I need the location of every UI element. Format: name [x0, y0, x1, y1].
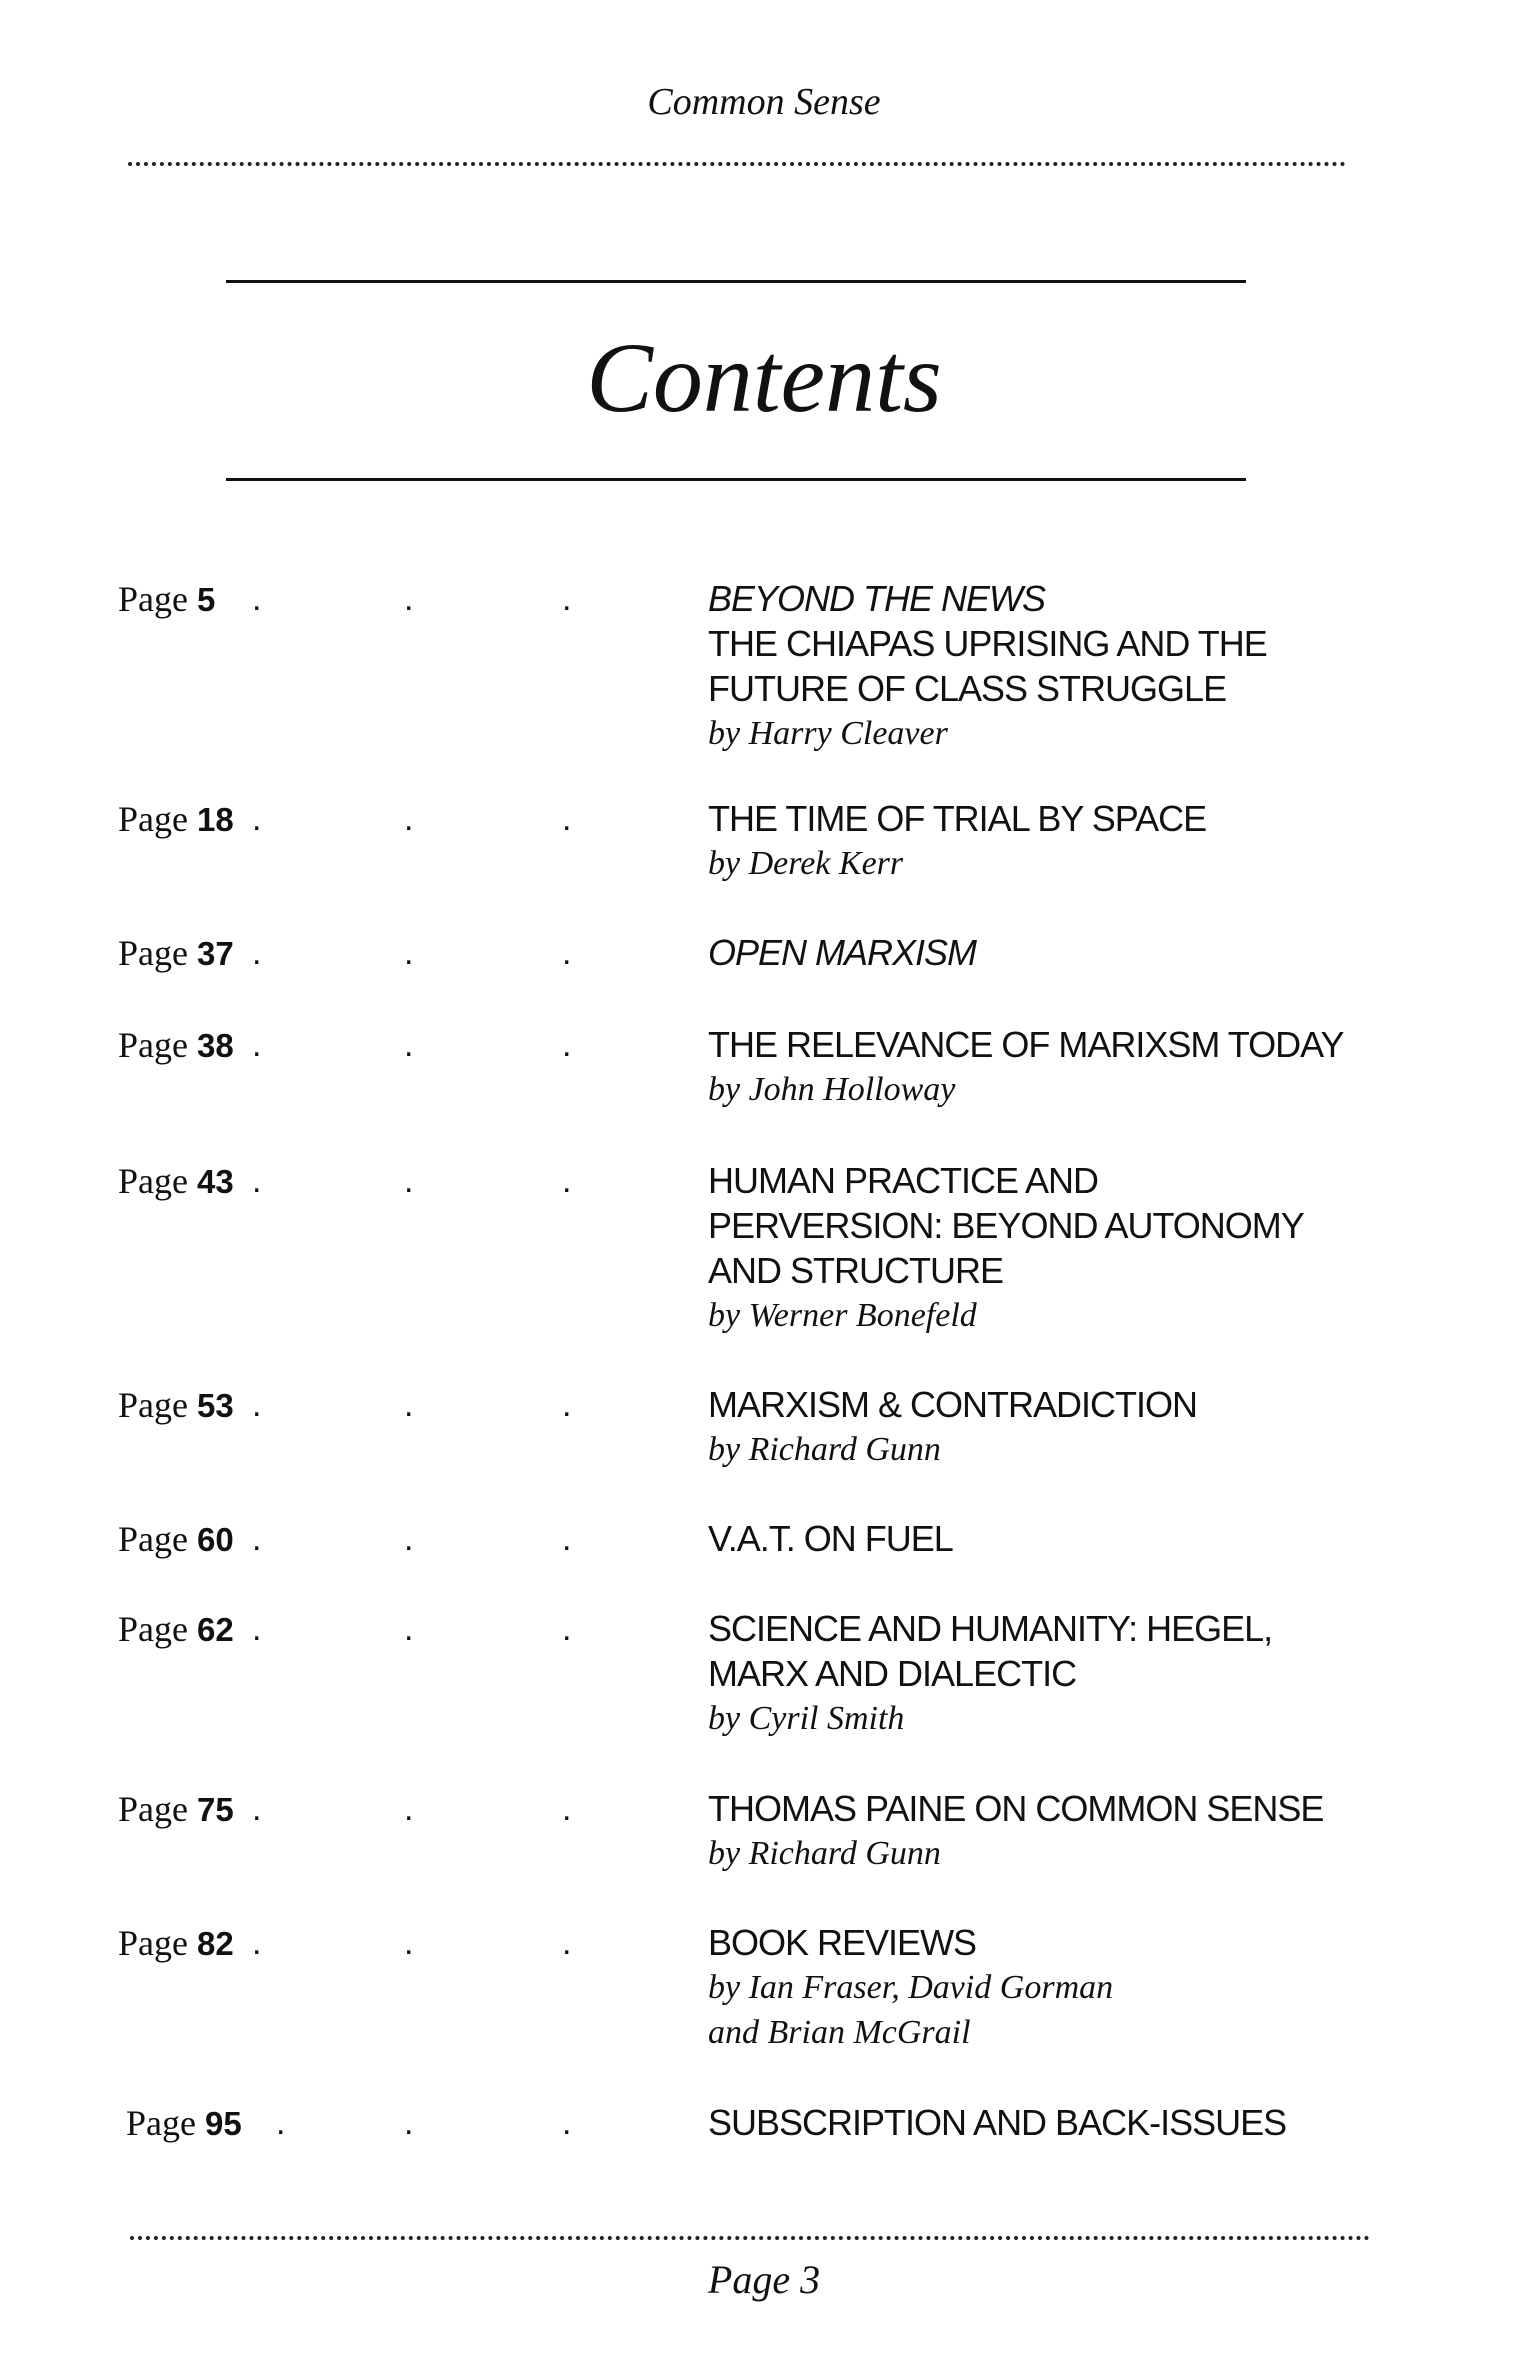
leader-dot: .	[252, 1610, 262, 1648]
contents-heading: Contents	[586, 322, 942, 433]
leader-dot: .	[404, 1026, 414, 1064]
leader-dot: .	[562, 800, 572, 838]
page-label: Page	[118, 1519, 188, 1559]
page-label: Page	[118, 1025, 188, 1065]
leader-dot: .	[562, 1386, 572, 1424]
leader-dot: .	[562, 1610, 572, 1648]
page-number: 43	[196, 1163, 234, 1200]
entry-title: BOOK REVIEWS	[708, 1922, 977, 1963]
toc-page-ref	[118, 1158, 234, 1205]
toc-entry-body	[708, 1158, 1428, 1338]
entry-title: THE RELEVANCE OF MARIXSM TODAY	[708, 1024, 1344, 1065]
page-label: Page	[118, 1789, 188, 1829]
toc-entry-body	[708, 1022, 1428, 1112]
toc-entry-body	[708, 2100, 1428, 2145]
toc-entry-body	[708, 1920, 1428, 2055]
entry-author: by Harry Cleaver	[708, 715, 948, 752]
toc-page-ref	[118, 1786, 234, 1833]
page-label: Page	[118, 579, 188, 619]
page-number: 82	[196, 1925, 234, 1962]
toc-entry-body	[708, 796, 1428, 886]
toc-entry-body	[708, 1516, 1428, 1561]
leader-dot: .	[252, 580, 262, 618]
leader-dot: .	[276, 2104, 286, 2142]
entry-title: SUBSCRIPTION AND BACK-ISSUES	[708, 2102, 1287, 2143]
toc-entry-body	[708, 1382, 1428, 1472]
toc-page-ref	[118, 1022, 234, 1069]
toc-page-ref	[118, 1516, 234, 1563]
table-of-contents	[0, 560, 1528, 2200]
leader-dot: .	[562, 934, 572, 972]
leader-dot: .	[562, 1924, 572, 1962]
page-number: 75	[196, 1791, 234, 1828]
entry-author: by John Holloway	[708, 1071, 956, 1108]
entry-section-title: BEYOND THE NEWS	[708, 578, 1046, 619]
page-label: Page	[118, 1385, 188, 1425]
dotted-divider-bottom	[130, 2236, 1370, 2240]
page-number: 5	[196, 581, 216, 618]
toc-page-ref	[118, 1920, 234, 1967]
entry-title: THE TIME OF TRIAL BY SPACE	[708, 798, 1207, 839]
leader-dot: .	[562, 2104, 572, 2142]
toc-page-ref	[118, 930, 234, 977]
entry-title: V.A.T. ON FUEL	[708, 1518, 953, 1559]
toc-page-ref	[118, 576, 215, 623]
entry-title: HUMAN PRACTICE AND PERVERSION: BEYOND AUTONOMY AND STRUCTURE	[708, 1160, 1304, 1291]
entry-title: SCIENCE AND HUMANITY: HEGEL, MARX AND DIALECTIC	[708, 1608, 1273, 1694]
title-rule-top	[226, 280, 1246, 283]
toc-page-ref	[126, 2100, 242, 2147]
leader-dot: .	[404, 934, 414, 972]
toc-page-ref	[118, 1382, 234, 1429]
leader-dot: .	[404, 1924, 414, 1962]
leader-dot: .	[404, 1520, 414, 1558]
page-label: Page	[126, 2103, 196, 2143]
page-folio: Page 3	[707, 2257, 821, 2302]
entry-title: MARXISM & CONTRADICTION	[708, 1384, 1198, 1425]
leader-dot: .	[404, 2104, 414, 2142]
page-label: Page	[118, 799, 188, 839]
page-label: Page	[118, 1609, 188, 1649]
leader-dot: .	[252, 1026, 262, 1064]
running-head-title: Common Sense	[647, 81, 881, 123]
entry-author: by Derek Kerr	[708, 845, 904, 882]
leader-dot: .	[562, 1026, 572, 1064]
toc-page-ref	[118, 1606, 234, 1653]
entry-section-title: OPEN MARXISM	[708, 932, 977, 973]
entry-author: by Ian Fraser, David Gorman and Brian McGrail	[708, 1969, 1114, 2051]
toc-entry-body	[708, 1786, 1428, 1876]
entry-title: THOMAS PAINE ON COMMON SENSE	[708, 1788, 1324, 1829]
entry-author: by Werner Bonefeld	[708, 1297, 977, 1334]
page-number: 95	[204, 2105, 242, 2142]
leader-dot: .	[252, 1924, 262, 1962]
leader-dot: .	[562, 580, 572, 618]
leader-dot: .	[404, 1386, 414, 1424]
page-number: 62	[196, 1611, 234, 1648]
page-number: 53	[196, 1387, 234, 1424]
page-label: Page	[118, 1161, 188, 1201]
leader-dot: .	[562, 1162, 572, 1200]
leader-dot: .	[404, 800, 414, 838]
leader-dot: .	[404, 1790, 414, 1828]
leader-dot: .	[252, 1520, 262, 1558]
leader-dot: .	[252, 1790, 262, 1828]
entry-title: THE CHIAPAS UPRISING AND THE FUTURE OF CLASS STRUGGLE	[708, 623, 1267, 709]
entry-author: by Richard Gunn	[708, 1431, 941, 1468]
leader-dot: .	[562, 1520, 572, 1558]
leader-dot: .	[252, 1386, 262, 1424]
page-number: 37	[196, 935, 234, 972]
leader-dot: .	[252, 800, 262, 838]
dotted-divider-top	[128, 162, 1346, 166]
entry-author: by Cyril Smith	[708, 1700, 905, 1737]
page-label: Page	[118, 1923, 188, 1963]
leader-dot: .	[404, 1610, 414, 1648]
page-label: Page	[118, 933, 188, 973]
leader-dot: .	[404, 1162, 414, 1200]
page-number: 60	[196, 1521, 234, 1558]
page-number: 18	[196, 801, 234, 838]
toc-entry-body	[708, 576, 1428, 756]
page-number: 38	[196, 1027, 234, 1064]
leader-dot: .	[562, 1790, 572, 1828]
leader-dot: .	[252, 934, 262, 972]
title-rule-bottom	[226, 478, 1246, 481]
toc-entry-body	[708, 1606, 1428, 1741]
entry-author: by Richard Gunn	[708, 1835, 941, 1872]
leader-dot: .	[404, 580, 414, 618]
toc-page-ref	[118, 796, 234, 843]
toc-entry-body	[708, 930, 1428, 975]
leader-dot: .	[252, 1162, 262, 1200]
